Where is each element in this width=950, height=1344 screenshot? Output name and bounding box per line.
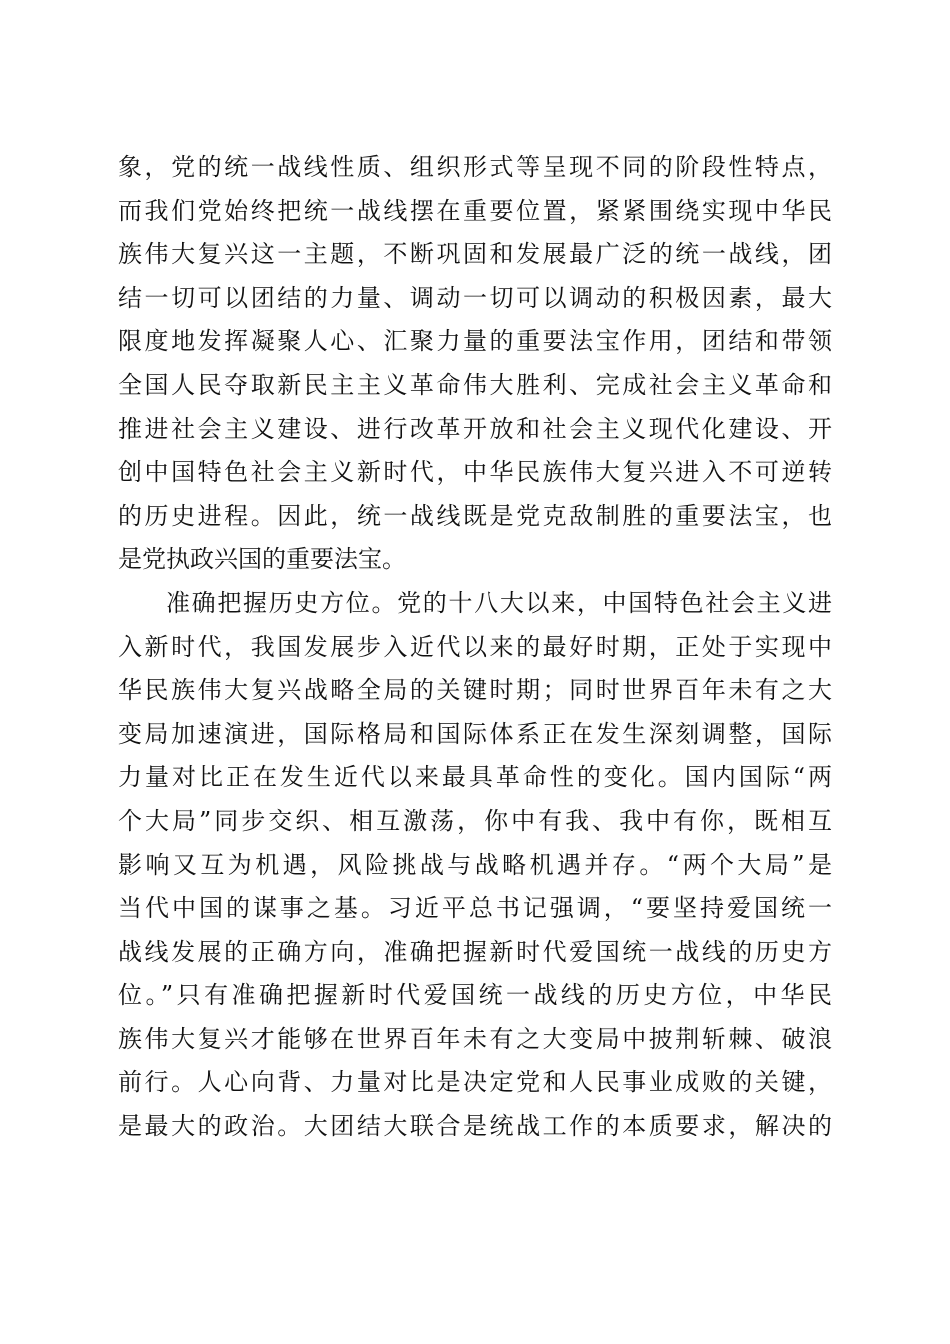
paragraph-line: 是党执政兴国的重要法宝。: [118, 545, 406, 574]
paragraph-line: 个大局”同步交织、相互激荡，你中有我、我中有你，既相互: [118, 806, 832, 835]
paragraph-line: 而我们党始终把统一战线摆在重要位置，紧紧围绕实现中华民: [118, 196, 832, 225]
paragraph-2: [118, 582, 832, 1149]
paragraph-line: 结一切可以团结的力量、调动一切可以调动的积极因素，最大: [118, 283, 832, 312]
document-body: [118, 146, 832, 1149]
paragraph-line: 影响又互为机遇，风险挑战与战略机遇并存。“两个大局”是: [118, 850, 832, 879]
paragraph-line: 族伟大复兴才能够在世界百年未有之大变局中披荆斩棘、破浪: [118, 1024, 832, 1053]
paragraph-line: 限度地发挥凝聚人心、汇聚力量的重要法宝作用，团结和带领: [118, 327, 832, 356]
paragraph-line: 是最大的政治。大团结大联合是统战工作的本质要求，解决的: [118, 1112, 832, 1141]
paragraph-line: 推进社会主义建设、进行改革开放和社会主义现代化建设、开: [118, 414, 832, 443]
paragraph-line: 创中国特色社会主义新时代，中华民族伟大复兴进入不可逆转: [118, 458, 832, 487]
paragraph-line: 象，党的统一战线性质、组织形式等呈现不同的阶段性特点，: [118, 153, 832, 181]
paragraph-line: 族伟大复兴这一主题，不断巩固和发展最广泛的统一战线，团: [118, 240, 832, 269]
paragraph-line: 前行。人心向背、力量对比是决定党和人民事业成败的关键，: [118, 1068, 832, 1097]
paragraph-line: 变局加速演进，国际格局和国际体系正在发生深刻调整，国际: [118, 719, 832, 748]
paragraph-line: 力量对比正在发生近代以来最具革命性的变化。国内国际“两: [118, 763, 832, 792]
paragraph-line: 全国人民夺取新民主主义革命伟大胜利、完成社会主义革命和: [118, 370, 832, 399]
paragraph-line: 的历史进程。因此，统一战线既是党克敌制胜的重要法宝，也: [118, 501, 832, 530]
paragraph-line: 准确把握历史方位。党的十八大以来，中国特色社会主义进: [166, 588, 832, 617]
paragraph-line: 战线发展的正确方向，准确把握新时代爱国统一战线的历史方: [118, 937, 832, 966]
paragraph-1: [118, 146, 832, 582]
paragraph-line: 入新时代，我国发展步入近代以来的最好时期，正处于实现中: [118, 632, 832, 661]
paragraph-line: 位。”只有准确把握新时代爱国统一战线的历史方位，中华民: [118, 981, 832, 1010]
paragraph-line: 当代中国的谋事之基。习近平总书记强调，“要坚持爱国统一: [118, 894, 832, 923]
paragraph-line: 华民族伟大复兴战略全局的关键时期；同时世界百年未有之大: [118, 676, 832, 705]
